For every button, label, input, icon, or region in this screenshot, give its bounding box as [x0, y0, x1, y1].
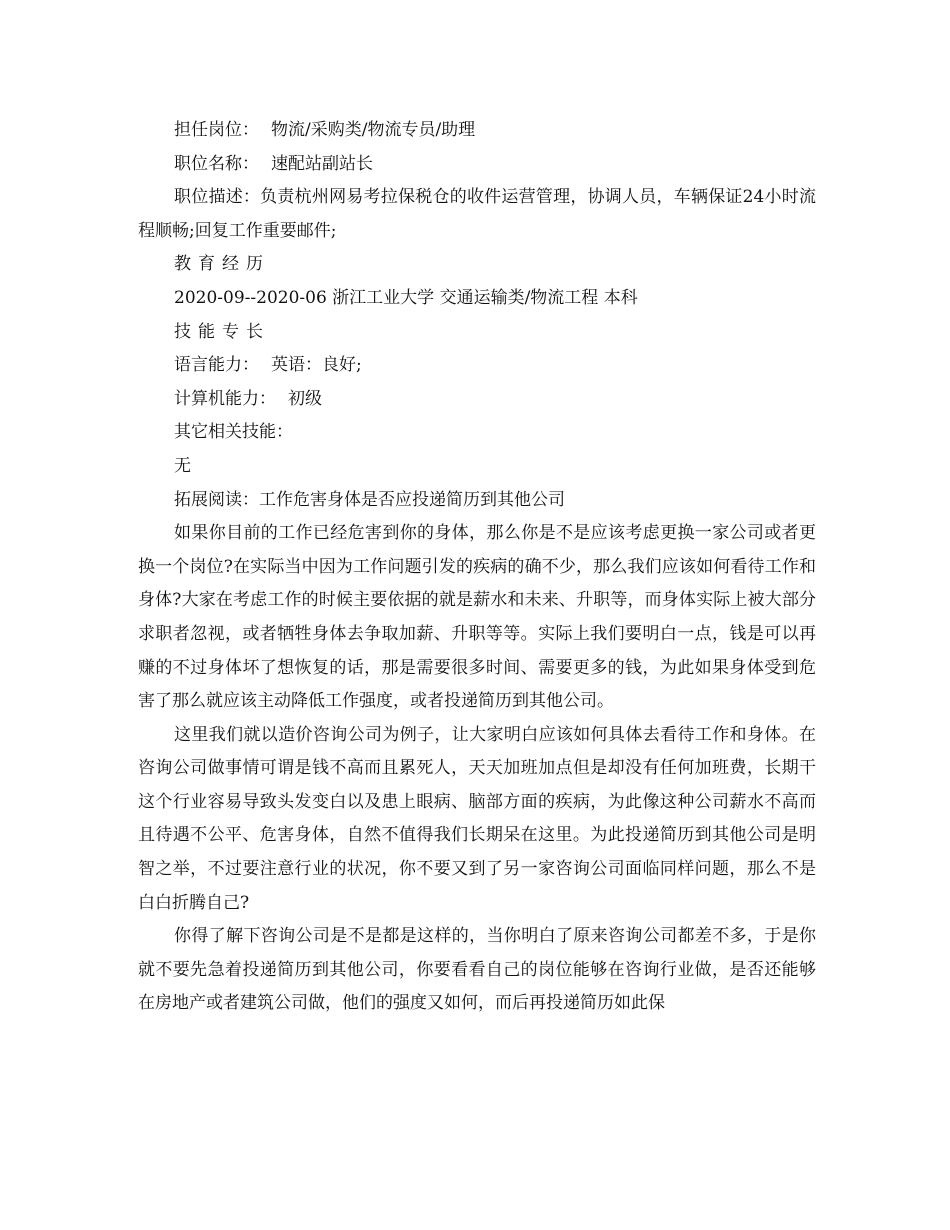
other-skills-value: 无	[174, 455, 191, 476]
position-value: 物流/采购类/物流专员/助理	[271, 120, 476, 140]
extended-reading-title: 拓展阅读：工作危害身体是否应投递简历到其他公司	[174, 489, 565, 510]
document-body	[138, 114, 816, 1021]
computer-skill-line	[138, 383, 816, 417]
other-skills-label: 其它相关技能：	[174, 422, 293, 443]
computer-skill-label: 计算机能力：	[174, 388, 276, 409]
job-title-value: 速配站副站长	[271, 153, 373, 174]
language-skill-line	[138, 349, 816, 383]
skills-heading: 技能专长	[174, 321, 270, 342]
job-title-label: 职位名称：	[174, 153, 259, 174]
article-paragraph-1: 如果你目前的工作已经危害到你的身体，那么你是不是应该考虑更换一家公司或者更换一个岗位?在实际当中因为工作问题引发的疾病的确不少，那么我们应该如何看待工作和身体?大家在考虑工作的时候主要依据的就是薪水和未来、升职等，而身体实际上被大部分求职者忽视，或者牺牲身体去争取加薪、升职等等。实际上我们要明白一点，钱是可以再赚的不过身体坏了想恢复的话，那是需要很多时间、需要更多的钱，为此如果身体受到危害了那么就应该主动降低工作强度，或者投递简历到其他公司。	[138, 523, 816, 712]
education-heading: 教育经历	[174, 254, 270, 275]
computer-skill-value: 初级	[288, 388, 322, 409]
education-entry: 2020-09--2020-06 浙江工业大学 交通运输类/物流工程 本科	[174, 287, 638, 308]
position-line	[138, 114, 816, 148]
position-label: 担任岗位：	[174, 120, 259, 140]
article-paragraph-3: 你得了解下咨询公司是不是都是这样的，当你明白了原来咨询公司都差不多，于是你就不要先急着投递简历到其他公司，你要看看自己的岗位能够在咨询行业做，是否还能够在房地产或者建筑公司做，他们的强度又如何，而后再投递简历如此保	[138, 926, 816, 1014]
job-description: 职位描述：负责杭州网易考拉保税仓的收件运营管理，协调人员，车辆保证24小时流程顺畅;回复工作重要邮件;	[138, 187, 816, 241]
language-skill-value: 英语：良好;	[271, 355, 362, 376]
language-skill-label: 语言能力：	[174, 355, 259, 376]
article-paragraph-2: 这里我们就以造价咨询公司为例子，让大家明白应该如何具体去看待工作和身体。在咨询公司做事情可谓是钱不高而且累死人，天天加班加点但是却没有任何加班费，长期干这个行业容易导致头发变白以及患上眼病、脑部方面的疾病，为此像这种公司薪水不高而且待遇不公平、危害身体，自然不值得我们长期呆在这里。为此投递简历到其他公司是明智之举，不过要注意行业的状况，你不要又到了另一家咨询公司面临同样问题，那么不是白白折腾自己?	[138, 724, 816, 913]
job-title-line	[138, 148, 816, 182]
